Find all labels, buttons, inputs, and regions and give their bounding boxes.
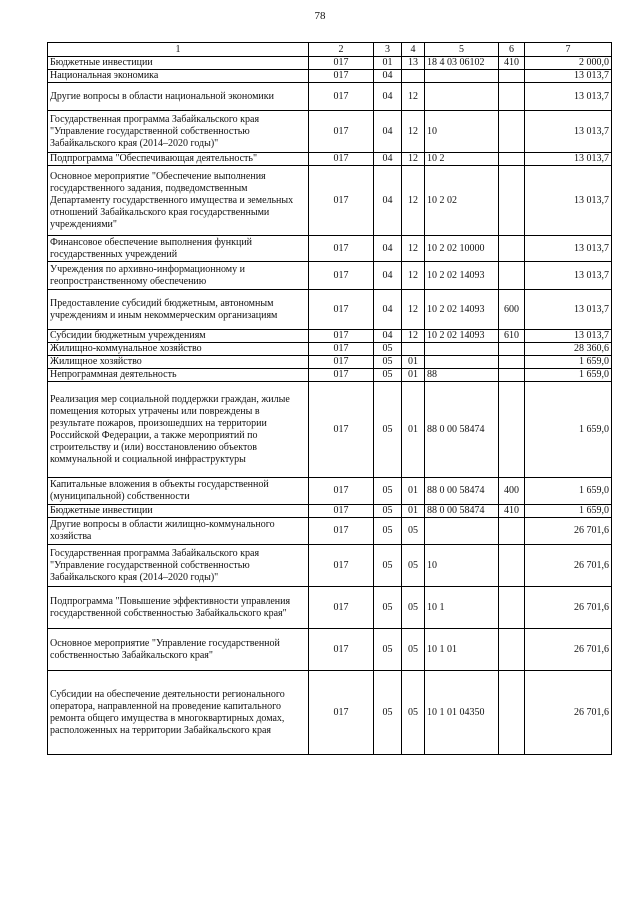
cell-amount: 1 659,0 (525, 382, 612, 478)
cell-expense-type (499, 111, 525, 153)
cell-target-article: 10 (425, 545, 499, 587)
cell-amount: 13 013,7 (525, 83, 612, 111)
cell-section: 05 (374, 545, 402, 587)
cell-amount: 13 013,7 (525, 153, 612, 166)
cell-amount: 26 701,6 (525, 671, 612, 755)
cell-name: Жилищно-коммунальное хозяйство (48, 343, 309, 356)
cell-name: Бюджетные инвестиции (48, 57, 309, 70)
cell-amount: 13 013,7 (525, 166, 612, 236)
cell-amount: 1 659,0 (525, 478, 612, 505)
cell-expense-type (499, 262, 525, 290)
cell-name: Подпрограмма "Обеспечивающая деятельность" (48, 153, 309, 166)
cell-subsection (402, 343, 425, 356)
table-row (48, 330, 612, 343)
cell-target-article: 88 0 00 58474 (425, 382, 499, 478)
cell-subsection: 01 (402, 369, 425, 382)
col-header-7: 7 (525, 43, 612, 57)
cell-expense-type: 610 (499, 330, 525, 343)
cell-subsection: 01 (402, 478, 425, 505)
table-row (48, 290, 612, 330)
cell-target-article: 10 2 02 (425, 166, 499, 236)
cell-subsection: 12 (402, 166, 425, 236)
cell-name: Государственная программа Забайкальского края "Управление государственной собственностью Забайкальского края (2014–2020 годы)" (48, 111, 309, 153)
cell-subsection: 05 (402, 671, 425, 755)
cell-expense-type (499, 382, 525, 478)
table-row (48, 518, 612, 545)
table-row (48, 83, 612, 111)
cell-admin-code: 017 (309, 629, 374, 671)
cell-admin-code: 017 (309, 236, 374, 262)
cell-name: Учреждения по архивно-информационному и геопространственному обеспечению (48, 262, 309, 290)
cell-subsection: 12 (402, 236, 425, 262)
cell-name: Субсидии на обеспечение деятельности регионального оператора, направленной на проведение капитального ремонта общего имущества в многоквартирных домах, расположенных на территории Забайкальского края (48, 671, 309, 755)
cell-section: 05 (374, 343, 402, 356)
cell-expense-type (499, 166, 525, 236)
cell-expense-type (499, 518, 525, 545)
cell-amount: 1 659,0 (525, 356, 612, 369)
cell-admin-code: 017 (309, 153, 374, 166)
cell-subsection: 12 (402, 262, 425, 290)
cell-admin-code: 017 (309, 382, 374, 478)
cell-subsection: 01 (402, 356, 425, 369)
cell-target-article: 18 4 03 06102 (425, 57, 499, 70)
table-row (48, 153, 612, 166)
cell-section: 04 (374, 70, 402, 83)
table-body (48, 57, 612, 755)
cell-target-article: 10 2 02 14093 (425, 330, 499, 343)
cell-admin-code: 017 (309, 343, 374, 356)
cell-amount: 26 701,6 (525, 587, 612, 629)
cell-expense-type (499, 587, 525, 629)
cell-amount: 13 013,7 (525, 290, 612, 330)
cell-subsection: 12 (402, 153, 425, 166)
cell-target-article (425, 70, 499, 83)
table-row (48, 478, 612, 505)
cell-admin-code: 017 (309, 111, 374, 153)
cell-admin-code: 017 (309, 369, 374, 382)
cell-target-article: 10 1 (425, 587, 499, 629)
cell-section: 04 (374, 262, 402, 290)
cell-subsection: 05 (402, 587, 425, 629)
table-row (48, 236, 612, 262)
table-row (48, 343, 612, 356)
cell-section: 04 (374, 153, 402, 166)
cell-section: 05 (374, 587, 402, 629)
cell-section: 05 (374, 382, 402, 478)
cell-name: Предоставление субсидий бюджетным, автономным учреждениям и иным некоммерческим организациям (48, 290, 309, 330)
cell-amount: 26 701,6 (525, 629, 612, 671)
table-row (48, 111, 612, 153)
cell-subsection: 12 (402, 330, 425, 343)
page-number: 78 (314, 10, 326, 22)
cell-expense-type (499, 236, 525, 262)
cell-name: Основное мероприятие "Управление государственной собственностью Забайкальского края" (48, 629, 309, 671)
cell-admin-code: 017 (309, 356, 374, 369)
cell-section: 04 (374, 236, 402, 262)
table-row (48, 262, 612, 290)
cell-expense-type (499, 671, 525, 755)
cell-admin-code: 017 (309, 505, 374, 518)
cell-section: 05 (374, 518, 402, 545)
cell-amount: 26 701,6 (525, 545, 612, 587)
cell-subsection: 01 (402, 382, 425, 478)
header-row (48, 43, 612, 57)
col-header-5: 5 (425, 43, 499, 57)
cell-name: Другие вопросы в области жилищно-коммунального хозяйства (48, 518, 309, 545)
cell-section: 04 (374, 83, 402, 111)
col-header-3: 3 (374, 43, 402, 57)
cell-admin-code: 017 (309, 70, 374, 83)
table-row (48, 505, 612, 518)
cell-section: 05 (374, 629, 402, 671)
cell-expense-type (499, 83, 525, 111)
table-row (48, 382, 612, 478)
cell-expense-type (499, 70, 525, 83)
cell-subsection: 05 (402, 545, 425, 587)
cell-target-article: 10 2 (425, 153, 499, 166)
cell-admin-code: 017 (309, 671, 374, 755)
cell-name: Другие вопросы в области национальной экономики (48, 83, 309, 111)
col-header-1: 1 (48, 43, 309, 57)
cell-target-article (425, 518, 499, 545)
cell-target-article: 10 (425, 111, 499, 153)
cell-section: 04 (374, 290, 402, 330)
table-row (48, 671, 612, 755)
table-row (48, 369, 612, 382)
cell-admin-code: 017 (309, 290, 374, 330)
cell-target-article (425, 343, 499, 356)
table-row (48, 356, 612, 369)
cell-section: 05 (374, 478, 402, 505)
cell-amount: 28 360,6 (525, 343, 612, 356)
cell-amount: 13 013,7 (525, 262, 612, 290)
cell-subsection: 13 (402, 57, 425, 70)
cell-section: 04 (374, 166, 402, 236)
cell-target-article: 88 0 00 58474 (425, 505, 499, 518)
cell-expense-type (499, 629, 525, 671)
cell-amount: 13 013,7 (525, 330, 612, 343)
cell-amount: 1 659,0 (525, 369, 612, 382)
cell-target-article (425, 83, 499, 111)
cell-expense-type (499, 343, 525, 356)
cell-name: Реализация мер социальной поддержки граждан, жилые помещения которых утрачены или повреждены в результате пожаров, произошедших на территории Российской Федерации, а также мероприятий по строительству и (или) восстановлению объектов коммунальной и социальной инфраструктуры (48, 382, 309, 478)
cell-target-article: 10 1 01 04350 (425, 671, 499, 755)
cell-subsection: 05 (402, 518, 425, 545)
cell-section: 05 (374, 671, 402, 755)
cell-section: 01 (374, 57, 402, 70)
cell-target-article: 10 2 02 14093 (425, 290, 499, 330)
cell-target-article: 10 2 02 14093 (425, 262, 499, 290)
cell-name: Государственная программа Забайкальского края "Управление государственной собственностью Забайкальского края (2014–2020 годы)" (48, 545, 309, 587)
cell-subsection: 12 (402, 290, 425, 330)
table-row (48, 629, 612, 671)
cell-target-article: 10 2 02 10000 (425, 236, 499, 262)
table-row (48, 57, 612, 70)
cell-name: Непрограммная деятельность (48, 369, 309, 382)
cell-target-article: 10 1 01 (425, 629, 499, 671)
cell-expense-type: 400 (499, 478, 525, 505)
cell-section: 04 (374, 330, 402, 343)
cell-amount: 13 013,7 (525, 236, 612, 262)
cell-expense-type: 410 (499, 57, 525, 70)
cell-section: 05 (374, 356, 402, 369)
cell-amount: 26 701,6 (525, 518, 612, 545)
cell-subsection (402, 70, 425, 83)
cell-admin-code: 017 (309, 478, 374, 505)
cell-admin-code: 017 (309, 166, 374, 236)
col-header-2: 2 (309, 43, 374, 57)
cell-name: Основное мероприятие "Обеспечение выполнения государственного задания, подведомственным Департаменту государственного имущества и земельных отношений Забайкальского края государственными учреждениями" (48, 166, 309, 236)
cell-expense-type: 410 (499, 505, 525, 518)
cell-admin-code: 017 (309, 330, 374, 343)
table-row (48, 166, 612, 236)
cell-admin-code: 017 (309, 545, 374, 587)
cell-admin-code: 017 (309, 262, 374, 290)
cell-name: Бюджетные инвестиции (48, 505, 309, 518)
cell-section: 04 (374, 111, 402, 153)
cell-name: Подпрограмма "Повышение эффективности управления государственной собственностью Забайкальского края" (48, 587, 309, 629)
cell-name: Жилищное хозяйство (48, 356, 309, 369)
cell-name: Субсидии бюджетным учреждениям (48, 330, 309, 343)
cell-admin-code: 017 (309, 57, 374, 70)
table-row (48, 545, 612, 587)
col-header-4: 4 (402, 43, 425, 57)
cell-subsection: 12 (402, 111, 425, 153)
cell-admin-code: 017 (309, 518, 374, 545)
cell-name: Финансовое обеспечение выполнения функций государственных учреждений (48, 236, 309, 262)
cell-amount: 2 000,0 (525, 57, 612, 70)
cell-expense-type (499, 356, 525, 369)
cell-expense-type (499, 369, 525, 382)
cell-admin-code: 017 (309, 83, 374, 111)
cell-amount: 13 013,7 (525, 111, 612, 153)
cell-amount: 1 659,0 (525, 505, 612, 518)
cell-name: Капитальные вложения в объекты государственной (муниципальной) собственности (48, 478, 309, 505)
cell-expense-type (499, 545, 525, 587)
cell-target-article: 88 (425, 369, 499, 382)
table-row (48, 587, 612, 629)
table-row (48, 70, 612, 83)
budget-table (47, 42, 612, 755)
cell-amount: 13 013,7 (525, 70, 612, 83)
cell-name: Национальная экономика (48, 70, 309, 83)
cell-subsection: 05 (402, 629, 425, 671)
cell-section: 05 (374, 505, 402, 518)
cell-subsection: 12 (402, 83, 425, 111)
cell-section: 05 (374, 369, 402, 382)
cell-expense-type: 600 (499, 290, 525, 330)
col-header-6: 6 (499, 43, 525, 57)
cell-expense-type (499, 153, 525, 166)
cell-target-article (425, 356, 499, 369)
cell-admin-code: 017 (309, 587, 374, 629)
cell-subsection: 01 (402, 505, 425, 518)
cell-target-article: 88 0 00 58474 (425, 478, 499, 505)
